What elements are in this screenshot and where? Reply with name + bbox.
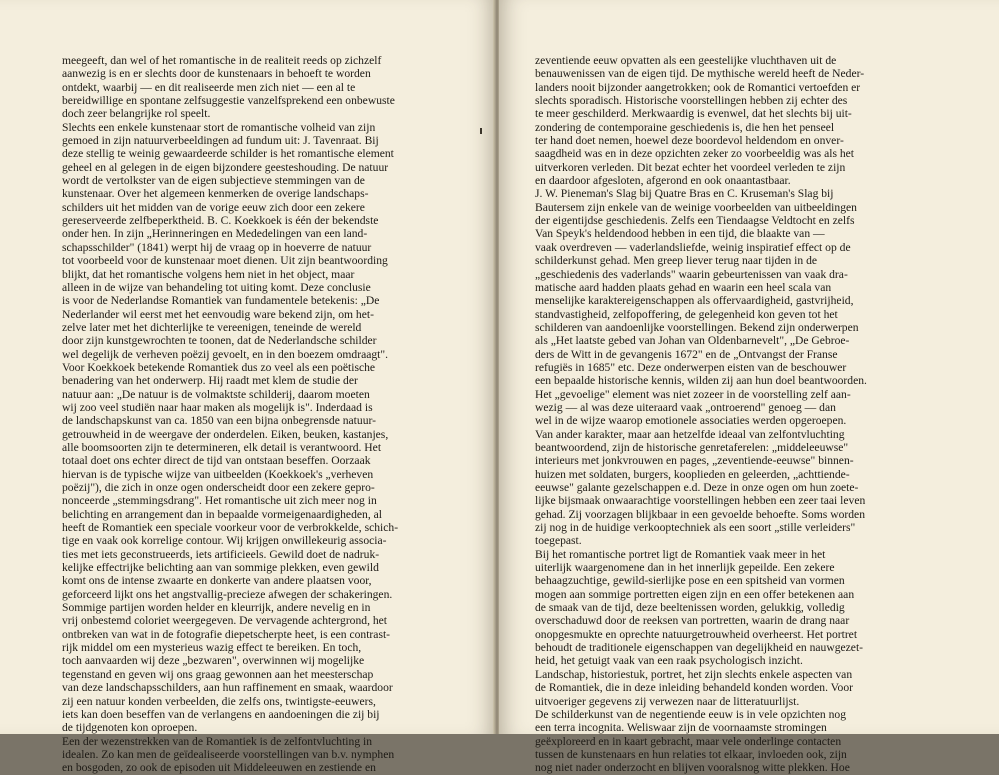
text-line: toegepast. — [535, 534, 582, 548]
text-line: schapsschilder" (1841) werpt hij de vraag op in hoeverre de natuur — [62, 240, 372, 254]
text-line: alleen in de wijze van behandeling tot uiting komt. Deze conclusie — [62, 280, 371, 294]
text-line: kunstenaar. Over het algemeen kenmerken de overige landschaps- — [62, 187, 369, 201]
text-line: tussen de kunstenaars en hun relaties tot elkaar, invloeden ook, zijn — [535, 747, 847, 761]
text-line: een bepaalde historische kennis, wilden zij aan hun doel beantwoorden. — [535, 374, 867, 388]
text-line: zondering de contemporaine geschiedenis is, die hen het penseel — [535, 120, 835, 134]
text-line: vaak overdreven — vaderlandsliefde, weinig inspiratief effect op de — [535, 240, 851, 254]
text-line: geforceerd lijkt ons het angstvallig-precieze afwegen der schakeringen. — [62, 587, 393, 601]
text-line: menselijke karaktereigenschappen als offervaardigheid, gastvrijheid, — [535, 294, 854, 308]
text-line: De schilderkunst van de negentiende eeuw is in vele opzichten nog — [535, 707, 846, 721]
text-line: te meer geschilderd. Merkwaardig is evenwel, dat het slechts bij uit- — [535, 107, 852, 121]
right-page — [499, 0, 999, 775]
text-line: Een der wezenstrekken van de Romantiek is de zelfontvluchting in — [62, 734, 373, 748]
text-line: is voor de Nederlandse Romantiek van fundamentele betekenis: „De — [62, 294, 380, 308]
text-line: aanwezig is en er slechts door de kunstenaars in behoeft te worden — [62, 67, 371, 81]
text-line: behoudt de traditionele eigenschappen van degelijkheid en nauwgezet- — [535, 641, 864, 655]
text-line: tegenstand en geven wij ons graag gewonnen aan het meesterschap — [62, 667, 374, 681]
text-line: heid, het getuigt vaak van een raak psychologisch inzicht. — [535, 654, 803, 668]
text-line: mogen aan sommige portretten eigen zijn en een offer betekenen aan — [535, 587, 855, 601]
text-line: behaagzuchtige, gewild-sierlijke pose en een spitsheid van vormen — [535, 574, 845, 588]
text-line: wel in de wijze waarop emotionele associaties werden opgeroepen. — [535, 414, 847, 428]
text-line: matische aard hadden plaats gehad en waarin een heel scala van — [535, 280, 832, 294]
text-line: Nederlander wil eerst met het eenvoudig ware bekend zijn, om het- — [62, 307, 374, 321]
text-line: zij een natuur konden verbeelden, die zelfs ons, twintigste-eeuwers, — [62, 694, 376, 708]
text-line: eeuwse" galante gezelschappen e.d. Deze in onze ogen om hun zoete- — [535, 481, 859, 494]
margin-mark — [480, 128, 482, 134]
text-line: vrij onbestemd coloriet weergegeven. De vervagende achtergrond, het — [62, 614, 388, 628]
text-line: en daardoor afgesloten, afgerond en ook onaantastbaar. — [535, 174, 791, 188]
left-page — [0, 0, 495, 775]
text-line: poëzij"), die zich in onze ogen onderscheidt door een zekere gepro- — [62, 481, 375, 494]
text-line: onopgesmukte en oprechte natuurgetrouwheid overheerst. Het portret — [535, 627, 858, 641]
text-line: gereserveerde zelfbeperktheid. B. C. Koekkoek is één der bekendste — [62, 214, 379, 228]
text-line: rijk middel om een mysterieus wazig effect te bereiken. En toch, — [62, 641, 362, 655]
text-line: toch aanvaarden wij deze „bezwaren", overwinnen wij mogelijke — [62, 654, 365, 668]
text-line: schilders uit het midden van de vorige eeuw zich door een zekere — [62, 200, 365, 214]
text-line: standvastigheid, zelfopoffering, de gelegenheid kon geven tot het — [535, 307, 838, 321]
text-line: kelijke effectrijke belichting aan van sommige plekken, even gewild — [62, 561, 379, 575]
text-line: getrouwheid in de weergave der onderdelen. Eiken, beuken, kastanjes, — [62, 427, 389, 441]
text-line: benadering van het onderwerp. Hij raadt met klem de studie der — [62, 374, 358, 388]
text-line: hiervan is de typische wijze van uitbeelden (Koekkoek's „verheven — [62, 467, 374, 481]
text-line: wordt de vertolkster van de eigen subjectieve stemmingen van de — [62, 174, 365, 188]
text-line: uitvoeriger gegevens zij verwezen naar de litteratuurlijst. — [535, 694, 800, 708]
text-line: meegeeft, dan wel of het romantische in de realiteit reeds op zichzelf — [62, 54, 382, 67]
text-line: Van Speyk's heldendood hebben in een tijd, die blaakte van — — [535, 227, 825, 241]
text-line: benauwenissen van de eigen tijd. De mythische wereld heeft de Neder- — [535, 67, 865, 81]
text-line: J. W. Pieneman's Slag bij Quatre Bras en C. Kruseman's Slag bij — [535, 187, 834, 201]
text-line: geëxploreerd en in kaart gebracht, maar vele onderlinge contacten — [535, 734, 842, 748]
text-line: de smaak van de tijd, deze beeltenissen worden, gelukkig, volledig — [535, 601, 845, 615]
text-line: door zijn kunstgewrochten te toonen, dat de Nederlandsche schilder — [62, 334, 377, 348]
text-line: ontbreken van wat in de fotografie diepetscherpte heet, is een contrast- — [62, 627, 391, 641]
text-line: bereidwillige en spontane zelfsuggestie vanzelfsprekend een onbewuste — [62, 94, 395, 108]
text-line: huizen met soldaten, burgers, kooplieden en geleerden, „achttiende- — [535, 467, 850, 481]
text-line: een terra incognita. Weliswaar zijn de voornaamste stromingen — [535, 721, 827, 735]
text-line: idealen. Zo kan men de geïdealiseerde voorstellingen van b.v. nymphen — [62, 747, 395, 761]
text-line: Het „gevoelige" element was niet zozeer in de voorstelling zelf aan- — [535, 387, 851, 401]
text-line: van deze landschapsschilders, aan hun raffinement en smaak, waardoor — [62, 681, 393, 695]
text-line: ties met iets geconstrueerds, iets artificieels. Gewild doet de nadruk- — [62, 547, 380, 561]
text-line: de tijdgenoten kon oproepen. — [62, 721, 198, 735]
text-line: „geschiedenis des vaderlands" waarin gebeurtenissen van vaak dra- — [535, 267, 848, 281]
text-line: natuur aan: „De natuur is de volmaktste schilderij, daarom moeten — [62, 387, 370, 401]
text-line: ders de Witt in de gevangenis 1672" en de „Ontvangst der Franse — [535, 347, 838, 361]
text-line: Landschap, historiestuk, portret, het zijn slechts enkele aspecten van — [535, 667, 853, 681]
text-line: de landschapskunst van ca. 1850 van een bijna onbegrensde natuur- — [62, 414, 376, 428]
left-page-text — [62, 54, 422, 775]
text-line: tige en vaak ook korrelige contour. Wij krijgen onwillekeurig associa- — [62, 534, 387, 548]
text-line: blijkt, dat het romantische volgens hem niet in het object, maar — [62, 267, 355, 281]
text-line: en bosgoden, zo ook de episoden uit Middeleeuwen en zestiende en — [62, 761, 376, 775]
text-line: komt ons de intense zwaarte en donkerte van andere plaatsen voor, — [62, 574, 372, 588]
text-line: iets kan doen beseffen van de verlangens en aandoeningen die zij bij — [62, 707, 380, 721]
text-line: ontdekt, waarbij — en dit realiseerde men zich niet — een al te — [62, 80, 356, 94]
text-line: onder hen. In zijn „Herinneringen en Mededelingen van een land- — [62, 227, 368, 241]
text-line: deze stellig te weinig gewaardeerde schilder is het romantische element — [62, 147, 394, 161]
text-line: slechts sporadisch. Historische voorstellingen hebben zij echter des — [535, 94, 848, 108]
text-line: Slechts een enkele kunstenaar stort de romantische volheid van zijn — [62, 120, 376, 134]
text-line: als „Het laatste gebed van Johan van Oldenbarnevelt", „De Gebroe- — [535, 334, 850, 348]
text-line: doch zeer belangrijke rol speelt. — [62, 107, 211, 121]
text-line: Van ander karakter, maar aan hetzelfde ideaal van zelfontvluchting — [535, 427, 845, 441]
text-line: zeventiende eeuw opvatten als een geestelijke vluchthaven uit de — [535, 54, 837, 67]
text-line: ter hand doet nemen, hoewel deze boordevol heldendom en onver- — [535, 134, 844, 148]
text-line: saagdheid was en in deze opzichten zeker zo voorbeeldig was als het — [535, 147, 855, 161]
text-line: zij nog in de huidige verkooptechniek als een soort „stille verleiders" — [535, 521, 856, 535]
text-line: nonceerde „stemmingsdrang". Het romantische uit zich meer nog in — [62, 494, 377, 508]
text-line: gehad. Zij voorzagen blijkbaar in een gevoelde behoefte. Soms worden — [535, 507, 865, 521]
text-line: Voor Koekkoek betekende Romantiek dus zo veel als een poëtische — [62, 360, 376, 374]
text-line: geheel en al gelegen in de eigen bijzondere geesteshouding. De natuur — [62, 160, 389, 174]
text-line: interieurs met jonkvrouwen en pages, „zeventiende-eeuwse" binnen- — [535, 454, 854, 468]
text-line: der eigentijdse geschiedenis. Zelfs een Tiendaagse Veldtocht en zelfs — [535, 214, 855, 228]
text-line: wezig — al was deze uiteraard vaak „ontroerend" genoeg — dan — [535, 400, 836, 414]
text-line: Sommige partijen worden helder en kleurrijk, andere nevelig en in — [62, 601, 371, 615]
text-line: uitverkoren verleden. Dit bezat echter het voordeel verleden te zijn — [535, 160, 846, 174]
text-line: heeft de Romantiek een speciale voorkeur voor de verbrokkelde, schich- — [62, 521, 399, 535]
text-line: tot voorbeeld voor de kunstenaar moet dienen. Uit zijn beantwoording — [62, 254, 388, 268]
text-line: wij zoo veel studiën naar haar maken als mogelijk is". Inderdaad is — [62, 400, 373, 414]
text-line: zelve later met het dichterlijke te vereenigen, teneinde de wereld — [62, 320, 362, 334]
text-line: alle boomsoorten zijn te determineren, elk detail is verantwoord. Het — [62, 440, 382, 454]
text-line: schilderen van aandoenlijke voorstellingen. Bekend zijn onderwerpen — [535, 320, 859, 334]
text-line: belichting en arrangement dan in bepaalde vormeigenaardigheden, al — [62, 507, 382, 521]
text-line: totaal doet ons echter direct de tijd van ontstaan beseffen. Oorzaak — [62, 454, 371, 468]
text-line: de Romantiek, die in deze inleiding behandeld konden worden. Voor — [535, 681, 854, 695]
text-line: refugiës in 1685" etc. Deze onderwerpen eisten van de beschouwer — [535, 360, 847, 374]
text-line: overschaduwd door de reeksen van portretten, waarin de drang naar — [535, 614, 850, 628]
text-line: nog niet nader onderzocht en blijven vooralsnog witte plekken. Hoe — [535, 761, 850, 775]
text-line: wel degelijk de verheven poëzij gevoelt, en in den boezem omdraagt". — [62, 347, 389, 361]
text-line: landers nooit bijzonder aangetrokken; ook de Romantici vertoefden er — [535, 80, 861, 94]
text-line: Bij het romantische portret ligt de Romantiek vaak meer in het — [535, 547, 826, 561]
text-line: beantwoordend, zijn de historische genretaferelen: „middeleeuwse" — [535, 440, 849, 454]
text-line: uiterlijk waargenomene dan in het innerlijk gepeilde. Een zekere — [535, 561, 835, 575]
text-line: gemoed in zijn natuurverbeeldingen ad fundum uit: J. Tavenraat. Bij — [62, 134, 379, 148]
text-line: lijke bijsmaak onwaarachtige voorstellingen hebben een zeer taai leven — [535, 494, 866, 508]
text-line: schilderkunst gehad. Men greep liever terug naar tijden in de — [535, 254, 818, 268]
right-page-text — [535, 54, 918, 775]
text-line: Bautersem zijn enkele van de weinige voorbeelden van uitbeeldingen — [535, 200, 857, 214]
